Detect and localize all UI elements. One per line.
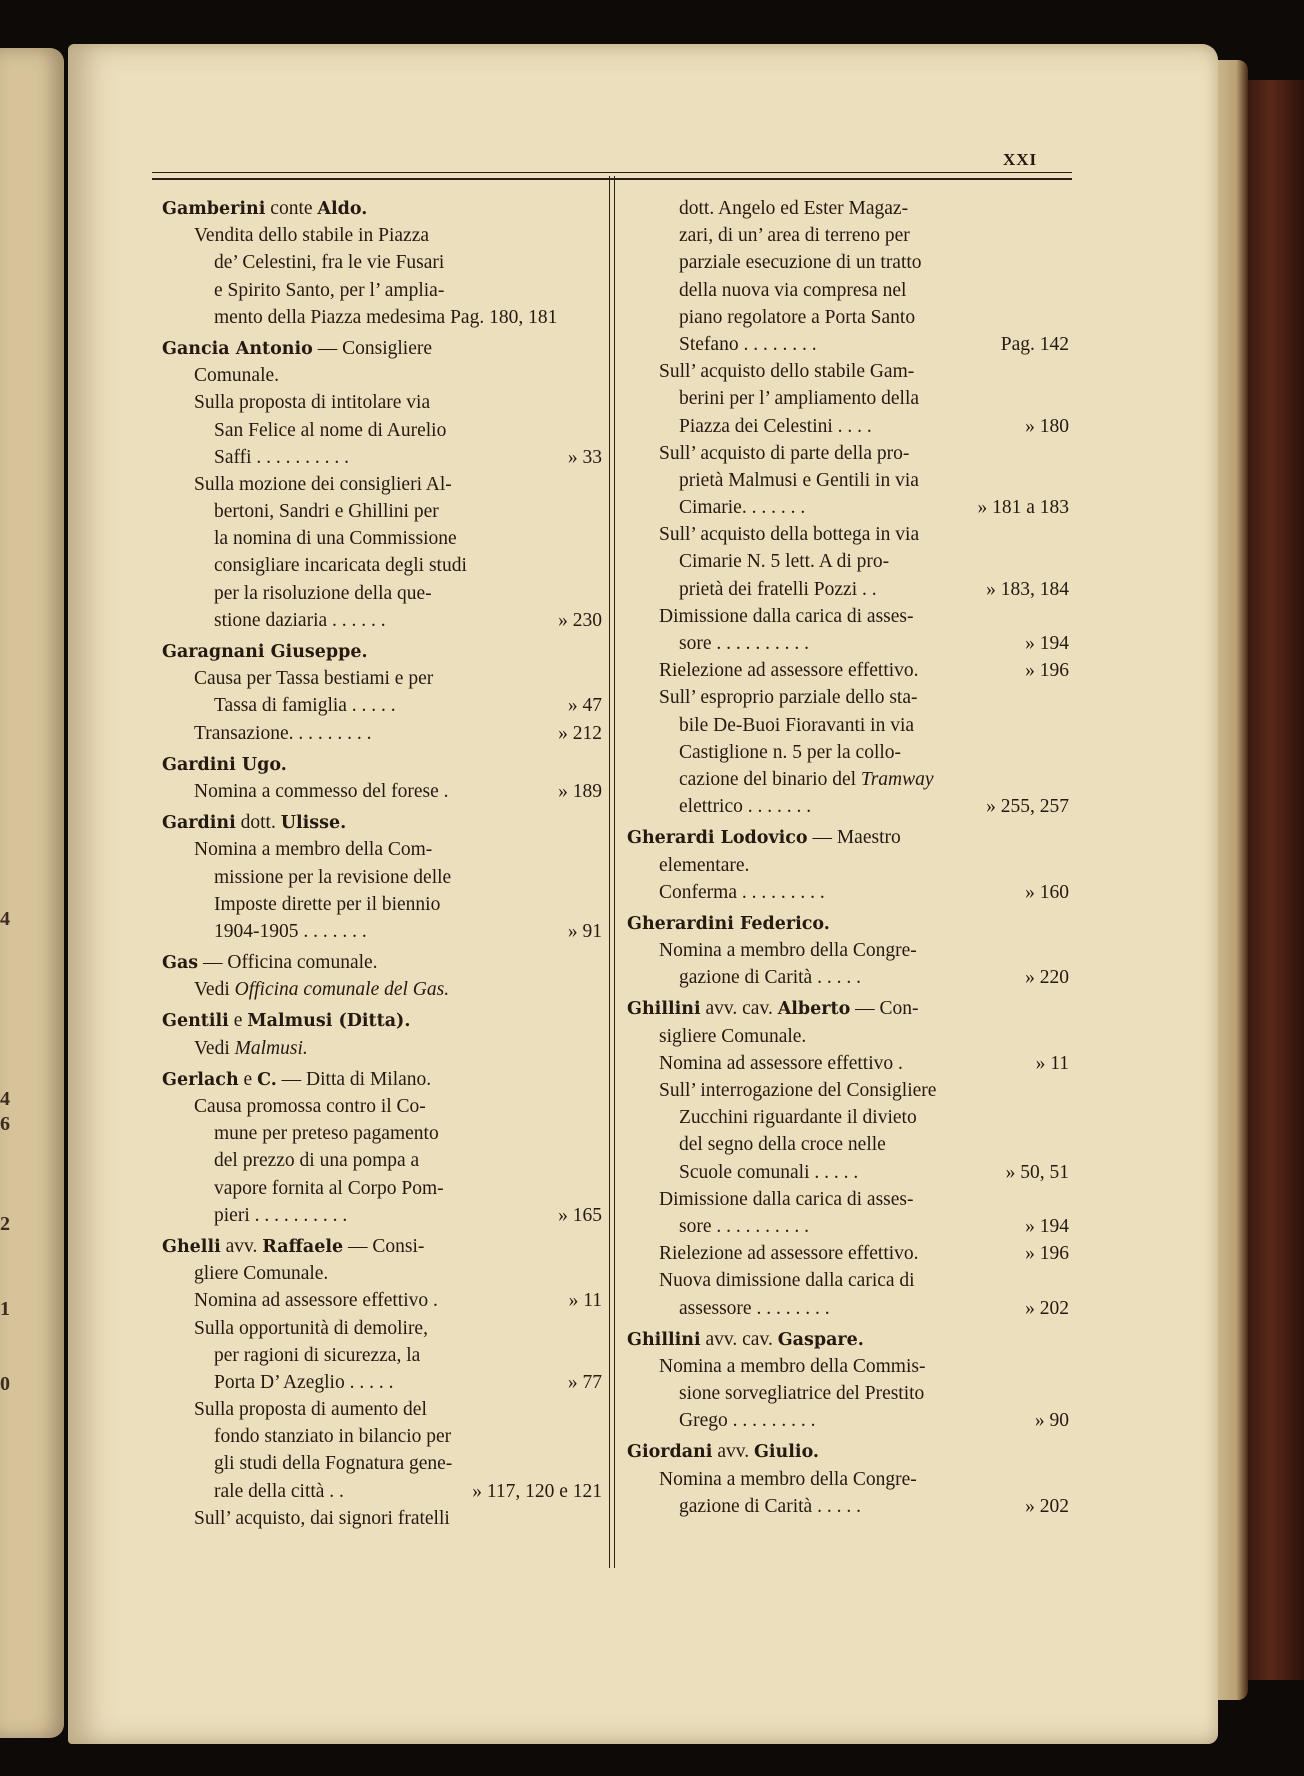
entry-text: Saffi . . . . . . . . . . [214, 446, 350, 468]
entry-text: Sull’ acquisto, dai signori fratelli [194, 1507, 450, 1529]
page-reference: » 189 [558, 780, 602, 802]
page-reference: » 77 [567, 1371, 602, 1393]
index-entry-line [627, 195, 1069, 222]
entry-text: piano regolatore a Porta Santo [679, 306, 916, 328]
index-entry-line [162, 552, 602, 579]
entry-text: gazione di Carità . . . . . [679, 967, 861, 989]
index-entry-with-page-ref [162, 918, 602, 945]
entry-text: Nomina a membro della Com- [194, 839, 433, 861]
entry-text: vapore fornita al Corpo Pom- [214, 1177, 444, 1199]
entry-text: Transazione. . . . . . . . . [194, 722, 372, 744]
index-entry-line [162, 1423, 602, 1450]
facing-page-fragment: 1 [0, 1298, 10, 1320]
entry-text: Nomina ad assessore effettivo . [194, 1290, 438, 1312]
entry-name: Gentili [162, 1011, 229, 1032]
index-entry-with-page-ref [627, 1213, 1069, 1240]
entry-text: Nomina ad assessore effettivo . [659, 1052, 903, 1074]
entry-text: Sull’ esproprio parziale dello sta- [659, 687, 918, 709]
index-entry-heading [627, 1326, 1069, 1353]
index-entry-heading [162, 1233, 602, 1260]
page-reference: » 11 [568, 1290, 602, 1312]
entry-text: fondo stanziato in bilancio per [214, 1426, 452, 1448]
entry-text: cazione del binario del [679, 768, 861, 790]
entry-text: sore . . . . . . . . . . [679, 1215, 809, 1237]
index-entry-with-page-ref [627, 413, 1069, 440]
page-reference: » 194 [1025, 1215, 1069, 1237]
entry-text: pieri . . . . . . . . . . [214, 1204, 348, 1226]
entry-text: mune per preteso pagamento [214, 1123, 439, 1145]
entry-text: Porta D’ Azeglio . . . . . [214, 1371, 394, 1393]
entry-text: Sulla mozione dei consiglieri Al- [194, 473, 452, 495]
index-entry-with-page-ref [627, 1295, 1069, 1322]
entry-text: Piazza dei Celestini . . . . [679, 415, 872, 437]
facing-page-fragment: 4 [0, 1088, 10, 1110]
index-entry-line [627, 1131, 1069, 1158]
index-entry-with-page-ref [627, 1050, 1069, 1077]
entry-text: Conferma . . . . . . . . . [659, 881, 825, 903]
index-entry-line [627, 1267, 1069, 1294]
entry-text: Nomina a commesso del forese . [194, 780, 449, 802]
entry-name: Ghillini [627, 999, 701, 1020]
index-entry-with-page-ref [627, 1159, 1069, 1186]
index-entry-line [162, 277, 602, 304]
entry-text: bertoni, Sandri e Ghillini per [214, 501, 439, 523]
index-entry-line [162, 1120, 602, 1147]
index-entry-with-page-ref [162, 778, 602, 805]
entry-text: Stefano . . . . . . . . [679, 333, 817, 355]
page-reference: » 196 [1025, 1243, 1069, 1265]
facing-page-fragment: 2 [0, 1213, 10, 1235]
entry-cross-reference: Malmusi. [234, 1037, 308, 1059]
entry-text: assessore . . . . . . . . [679, 1297, 830, 1319]
entry-name: Gherardi Lodovico [627, 828, 808, 849]
index-entry-with-page-ref [162, 1369, 602, 1396]
index-entry-with-page-ref [162, 607, 602, 634]
entry-text: Cimarie N. 5 lett. A di pro- [679, 551, 890, 573]
entry-name: Ghillini [627, 1329, 701, 1350]
entry-name: Raffaele [262, 1236, 344, 1257]
page-reference: » 117, 120 e 121 [472, 1480, 602, 1502]
index-entry-with-page-ref [627, 576, 1069, 603]
entry-text: Rielezione ad assessore effettivo. [659, 660, 919, 682]
index-entry-with-page-ref [627, 331, 1069, 358]
index-entry-with-page-ref [162, 720, 602, 747]
entry-text: missione per la revisione delle [214, 866, 452, 888]
index-entry-line [162, 1175, 602, 1202]
entry-text: — Maestro [807, 827, 901, 849]
book-cover-edge [1248, 80, 1304, 1680]
index-entry-line [627, 603, 1069, 630]
entry-text: Imposte dirette per il biennio [214, 893, 441, 915]
index-entry-line [627, 739, 1069, 766]
entry-text: — Consi- [343, 1235, 425, 1257]
entry-text: — Officina comunale. [198, 952, 378, 974]
index-entry-line [162, 249, 602, 276]
entry-text: avv. cav. [700, 1328, 778, 1350]
index-entry-with-page-ref [162, 692, 602, 719]
entry-text: Causa promossa contro il Co- [194, 1096, 426, 1117]
index-entry-line [162, 1093, 602, 1120]
entry-text: conte [265, 198, 318, 219]
entry-text: Vendita dello stabile in Piazza [194, 225, 430, 247]
index-entry-line [162, 1450, 602, 1477]
entry-name: Gaspare. [777, 1329, 864, 1350]
page-reference: » 194 [1025, 633, 1069, 654]
entry-text: San Felice al nome di Aurelio [214, 419, 447, 441]
entry-text: prietà dei fratelli Pozzi . . [679, 578, 877, 600]
entry-text: bile De-Buoi Fioravanti in via [679, 714, 915, 736]
entry-text: zari, di un’ area di terreno per [679, 225, 910, 247]
index-entry-line [162, 389, 602, 416]
index-entry-line [627, 467, 1069, 494]
entry-text: Sull’ acquisto di parte della pro- [659, 442, 910, 464]
entry-name: Gas [162, 953, 199, 974]
entry-text: Grego . . . . . . . . . [679, 1410, 816, 1432]
entry-text: 1904-1905 . . . . . . . [214, 920, 367, 942]
page-reference: » 212 [558, 722, 602, 744]
entry-name: C. [257, 1069, 277, 1090]
index-entry-with-page-ref [627, 793, 1069, 820]
index-entry-line [162, 304, 602, 331]
page-reference: Pag. 142 [1000, 333, 1069, 355]
entry-text: avv. [712, 1441, 754, 1463]
page-reference: » 47 [567, 695, 602, 717]
index-entry-line [627, 684, 1069, 711]
index-entry-with-page-ref [162, 1202, 602, 1229]
index-entry-line [627, 304, 1069, 331]
index-entry-heading [162, 1007, 602, 1034]
index-entry-line [162, 1260, 602, 1287]
entry-text: parziale esecuzione di un tratto [679, 252, 922, 274]
page-reference: » 230 [558, 609, 602, 631]
index-entry-line [162, 1035, 602, 1062]
page-reference: » 165 [558, 1204, 602, 1226]
entry-name: Malmusi (Ditta). [247, 1011, 411, 1032]
page-reference: » 202 [1025, 1297, 1069, 1319]
entry-text: dott. Angelo ed Ester Magaz- [679, 198, 909, 219]
index-entry-line [162, 498, 602, 525]
index-entry-with-page-ref [162, 1287, 602, 1314]
entry-text: del prezzo di una pompa a [214, 1150, 420, 1172]
page-reference: » 33 [567, 446, 602, 468]
index-entry-heading [162, 335, 602, 362]
index-entry-heading [162, 1066, 602, 1093]
entry-name: Gardini Ugo. [162, 754, 287, 775]
entry-name: Gerlach [162, 1069, 239, 1090]
entry-text: mento della Piazza medesima Pag. 180, 181 [214, 306, 558, 328]
entry-cross-reference: Tramway [860, 768, 934, 790]
entry-text: consigliare incaricata degli studi [214, 555, 467, 577]
page-reference: » 11 [1035, 1052, 1069, 1074]
index-entry-line [627, 852, 1069, 879]
entry-text: Zucchini riguardante il divieto [679, 1107, 917, 1129]
entry-text: Castiglione n. 5 per la collo- [679, 741, 902, 763]
entry-name: Gardini [162, 813, 236, 834]
entry-text: del segno della croce nelle [679, 1134, 886, 1156]
entry-text: gliere Comunale. [194, 1263, 329, 1285]
index-entry-heading [627, 1438, 1069, 1465]
entry-text: Sulla proposta di aumento del [194, 1399, 427, 1421]
index-entry-with-page-ref [627, 630, 1069, 657]
index-entry-line [162, 1147, 602, 1174]
entry-text: e Spirito Santo, per l’ amplia- [214, 279, 445, 301]
index-entry-line [627, 548, 1069, 575]
page-reference: » 255, 257 [986, 796, 1069, 818]
index-entry-heading [627, 824, 1069, 851]
index-entry-line [162, 1315, 602, 1342]
entry-name: Gancia Antonio [162, 338, 313, 359]
entry-text: Dimissione dalla carica di asses- [659, 1188, 914, 1210]
entry-text: e [238, 1068, 258, 1090]
entry-name: Ulisse. [280, 813, 347, 834]
entry-text: — Consigliere [312, 337, 432, 359]
index-entry-line [162, 1505, 602, 1532]
entry-name: Gamberini [162, 199, 266, 219]
index-entry-line [162, 665, 602, 692]
page-reference: » 220 [1025, 967, 1069, 989]
page-number: XXI [1003, 150, 1038, 169]
entry-text: Cimarie. . . . . . . [679, 497, 806, 519]
facing-page-fragment: 0 [0, 1373, 10, 1395]
entry-text: Nomina a membro della Congre- [659, 940, 917, 962]
index-entry-line [627, 1353, 1069, 1380]
index-entry-line [627, 358, 1069, 385]
index-entry-line [627, 1466, 1069, 1493]
entry-name: Gherardini Federico. [627, 913, 830, 934]
index-entry-line [162, 864, 602, 891]
entry-text: avv. cav. [700, 998, 778, 1020]
entry-text: Nomina a membro della Congre- [659, 1468, 917, 1490]
entry-text: per la risoluzione della que- [214, 582, 432, 604]
entry-text: Tassa di famiglia . . . . . [214, 695, 396, 717]
entry-text: gli studi della Fognatura gene- [214, 1453, 453, 1475]
index-entry-line [627, 440, 1069, 467]
entry-name: Giordani [627, 1442, 713, 1463]
page-reference: » 50, 51 [1005, 1161, 1069, 1183]
index-entry-with-page-ref [627, 1240, 1069, 1267]
entry-cross-reference: Officina comunale del Gas. [234, 979, 450, 1001]
page-reference: » 90 [1034, 1410, 1069, 1432]
entry-text: Nomina a membro della Commis- [659, 1355, 926, 1377]
facing-page-fragment: 6 [0, 1113, 10, 1135]
column-divider [609, 176, 615, 1568]
index-entry-line [627, 766, 1069, 793]
entry-text: e [228, 1010, 248, 1032]
entry-text: Sulla opportunità di demolire, [194, 1317, 428, 1339]
index-entry-line [627, 222, 1069, 249]
index-entry-line [627, 712, 1069, 739]
index-entry-heading [627, 995, 1069, 1022]
index-entry-line [627, 521, 1069, 548]
index-entry-line [627, 249, 1069, 276]
right-column [627, 195, 1069, 1520]
entry-text: Dimissione dalla carica di asses- [659, 605, 914, 627]
page-reference: » 183, 184 [986, 578, 1069, 600]
entry-text: sione sorvegliatrice del Prestito [679, 1383, 925, 1405]
index-entry-heading [162, 751, 602, 778]
entry-text: berini per l’ ampliamento della [679, 388, 920, 410]
entry-text: Vedi [194, 1037, 235, 1059]
entry-text: Vedi [194, 979, 235, 1001]
index-entry-line [627, 1380, 1069, 1407]
index-entry-line [162, 976, 602, 1003]
index-entry-line [627, 277, 1069, 304]
entry-text: Rielezione ad assessore effettivo. [659, 1243, 919, 1265]
index-entry-with-page-ref [162, 444, 602, 471]
entry-name: Ghelli [162, 1236, 221, 1257]
entry-text: la nomina di una Commissione [214, 528, 457, 550]
index-entry-line [162, 836, 602, 863]
index-entry-heading [162, 949, 602, 976]
entry-name: Alberto [777, 999, 851, 1020]
entry-text: prietà Malmusi e Gentili in via [679, 469, 919, 491]
index-entry-line [627, 937, 1069, 964]
index-entry-with-page-ref [627, 879, 1069, 906]
index-entry-with-page-ref [627, 964, 1069, 991]
entry-text: rale della città . . [214, 1480, 344, 1502]
index-entry-with-page-ref [627, 1493, 1069, 1520]
page-reference: » 180 [1025, 415, 1069, 437]
entry-text: dott. [235, 812, 281, 834]
index-entry-line [162, 362, 602, 389]
entry-text: gazione di Carità . . . . . [679, 1495, 861, 1517]
entry-text: Sulla proposta di intitolare via [194, 392, 431, 414]
index-entry-heading [627, 910, 1069, 937]
index-entry-line [627, 1077, 1069, 1104]
entry-text: de’ Celestini, fra le vie Fusari [214, 252, 445, 274]
index-entry-line [162, 417, 602, 444]
index-entry-line [162, 891, 602, 918]
facing-page-edge [0, 48, 64, 1738]
index-entry-line [162, 525, 602, 552]
entry-text: sore . . . . . . . . . . [679, 633, 809, 654]
entry-text: — Con- [850, 998, 919, 1020]
index-entry-line [162, 580, 602, 607]
entry-name: Giulio. [753, 1442, 820, 1463]
left-column [162, 195, 602, 1532]
entry-name: Aldo. [317, 199, 368, 219]
entry-text: elettrico . . . . . . . [679, 796, 812, 818]
index-entry-heading [162, 195, 602, 222]
entry-text: per ragioni di sicurezza, la [214, 1344, 421, 1366]
entry-text: — Ditta di Milano. [276, 1068, 432, 1090]
entry-text: Scuole comunali . . . . . [679, 1161, 859, 1183]
index-entry-line [162, 1396, 602, 1423]
index-entry-with-page-ref [627, 494, 1069, 521]
page-reference: » 160 [1025, 881, 1069, 903]
entry-text: della nuova via compresa nel [679, 279, 907, 301]
entry-text: sigliere Comunale. [659, 1025, 807, 1047]
entry-name: Garagnani Giuseppe. [162, 642, 368, 662]
entry-text: Comunale. [194, 365, 280, 387]
entry-text: Nuova dimissione dalla carica di [659, 1270, 915, 1292]
index-entry-line [162, 471, 602, 498]
facing-page-fragment: 4 [0, 908, 10, 930]
index-entry-with-page-ref [627, 657, 1069, 684]
index-entry-line [627, 385, 1069, 412]
page-reference: » 91 [567, 920, 602, 942]
entry-text: elementare. [659, 854, 750, 876]
index-entry-with-page-ref [162, 1478, 602, 1505]
page-reference: » 196 [1025, 660, 1069, 682]
index-entry-heading [162, 809, 602, 836]
page-reference: » 202 [1025, 1495, 1069, 1517]
index-entry-line [627, 1023, 1069, 1050]
entry-text: Causa per Tassa bestiami e per [194, 668, 434, 690]
entry-text: Sull’ acquisto della bottega in via [659, 524, 920, 546]
entry-text: avv. [220, 1235, 263, 1257]
page-reference: » 181 a 183 [977, 497, 1069, 519]
index-entry-line [162, 222, 602, 249]
index-entry-line [627, 1104, 1069, 1131]
index-entry-line [162, 1342, 602, 1369]
entry-text: Sull’ acquisto dello stabile Gam- [659, 361, 915, 383]
page-edge-stack [1218, 60, 1248, 1700]
entry-text: stione daziaria . . . . . . [214, 609, 386, 631]
entry-text: Sull’ interrogazione del Consigliere [659, 1080, 937, 1101]
index-entry-heading [162, 638, 602, 665]
index-entry-with-page-ref [627, 1407, 1069, 1434]
index-entry-line [627, 1186, 1069, 1213]
